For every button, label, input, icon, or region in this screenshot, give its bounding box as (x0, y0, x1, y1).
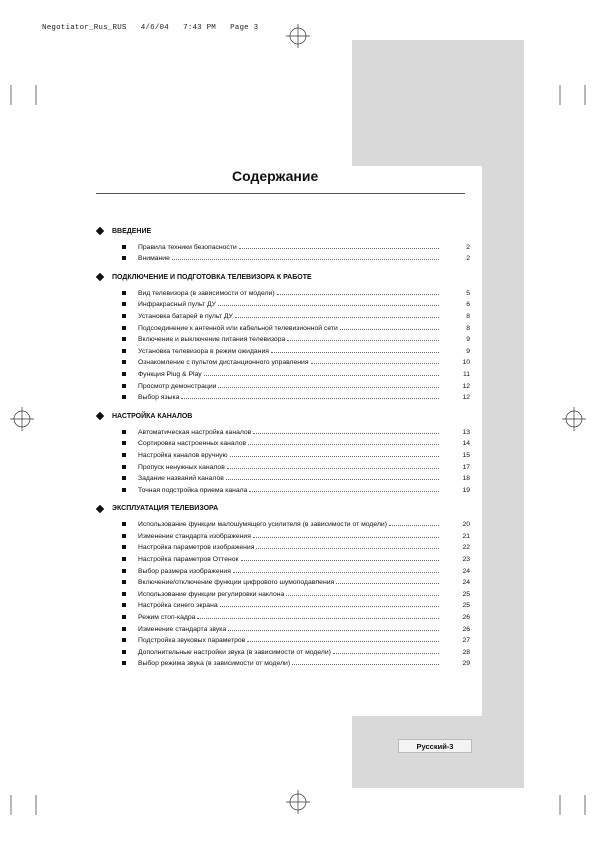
toc-entry-page: 14 (462, 440, 470, 448)
toc-entry-page: 8 (466, 312, 470, 320)
toc-entry (95, 251, 470, 263)
toc-entry-page: 26 (462, 614, 470, 622)
toc-entry-label: Включение/отключение функции цифрового шумоподавления (138, 579, 335, 587)
diamond-bullet-icon (96, 504, 104, 512)
toc-entry-page: 8 (466, 324, 470, 332)
toc-entry (95, 609, 470, 621)
toc-entry (95, 355, 470, 367)
toc-entry-label: Просмотр демонстрации (138, 382, 217, 390)
toc-entry-label: Выбор языка (138, 394, 180, 402)
toc-entry-page: 25 (462, 590, 470, 598)
toc-entry-label: Установка телевизора в режим ожидания (138, 347, 269, 355)
dot-leader (340, 329, 439, 330)
toc-entry (95, 575, 470, 587)
dot-leader (253, 537, 439, 538)
toc-entry-page: 25 (462, 602, 470, 610)
registration-mark-left (10, 407, 34, 431)
toc-entry-page: 26 (462, 625, 470, 633)
toc-entry-label: Правила техники безопасности (138, 243, 237, 251)
toc-entry-page: 24 (462, 579, 470, 587)
toc-entry (95, 586, 470, 598)
toc-entry (95, 528, 470, 540)
square-bullet-icon (122, 430, 126, 434)
toc-entry-page: 28 (462, 648, 470, 656)
toc-entry (95, 540, 470, 552)
toc-entry-page: 20 (462, 521, 470, 529)
toc-entry-label: Подстройка звуковых параметров (138, 637, 246, 645)
toc-entry-page: 5 (466, 289, 470, 297)
toc-entry-label: Изменение стандарта изображения (138, 532, 251, 540)
toc-entry (95, 551, 470, 563)
square-bullet-icon (122, 661, 126, 665)
registration-mark-top (286, 24, 310, 48)
square-bullet-icon (122, 360, 126, 364)
toc-entry-page: 6 (466, 301, 470, 309)
section-heading-text: ВВЕДЕНИЕ (112, 227, 152, 235)
toc-entry (95, 378, 470, 390)
toc-entry-page: 23 (462, 556, 470, 564)
square-bullet-icon (122, 534, 126, 538)
toc-entry-label: Выбор режима звука (в зависимости от модели) (138, 660, 291, 668)
toc-entry-page: 10 (462, 359, 470, 367)
dot-leader (230, 456, 439, 457)
toc-entry-page: 18 (462, 475, 470, 483)
square-bullet-icon (122, 291, 126, 295)
dot-leader (336, 583, 439, 584)
square-bullet-icon (122, 453, 126, 457)
toc-entry-label: Включение и выключение питания телевизора (138, 336, 286, 344)
section-heading (95, 225, 470, 237)
toc-entry (95, 366, 470, 378)
toc-entry-label: Ознакомление с пультом дистанционного управления (138, 359, 309, 367)
toc-entry (95, 424, 470, 436)
dot-leader (253, 433, 439, 434)
dot-leader (287, 340, 439, 341)
dot-leader (292, 664, 439, 665)
dot-leader (220, 606, 439, 607)
square-bullet-icon (122, 349, 126, 353)
toc-entry-label: Настройка параметров изображения (138, 544, 255, 552)
toc-entry-label: Использование функции малошумящего усилителя (в зависимости от модели) (138, 521, 387, 529)
toc-entry-page: 13 (462, 428, 470, 436)
toc-entry (95, 308, 470, 320)
slug-time: 7:43 PM (183, 24, 216, 32)
toc-entry (95, 471, 470, 483)
toc-entry-label: Настройка каналов вручную (138, 451, 228, 459)
square-bullet-icon (122, 372, 126, 376)
section-heading (95, 271, 470, 283)
square-bullet-icon (122, 557, 126, 561)
dot-leader (333, 653, 439, 654)
dot-leader (247, 641, 439, 642)
page-number-label: Русский-3 (398, 739, 472, 753)
dot-leader (218, 387, 439, 388)
diamond-bullet-icon (96, 227, 104, 235)
square-bullet-icon (122, 256, 126, 260)
square-bullet-icon (122, 314, 126, 318)
dot-leader (227, 468, 439, 469)
toc-entry-page: 29 (462, 660, 470, 668)
dot-leader (277, 294, 439, 295)
dot-leader (241, 560, 440, 561)
toc-entry (95, 239, 470, 251)
toc-entry-label: Вид телевизора (в зависимости от модели) (138, 289, 275, 297)
section-heading-text: НАСТРОЙКА КАНАЛОВ (112, 412, 193, 420)
toc-entry-page: 27 (462, 637, 470, 645)
toc-entry (95, 598, 470, 610)
toc-section (95, 410, 470, 494)
toc-entry-page: 12 (462, 382, 470, 390)
square-bullet-icon (122, 465, 126, 469)
square-bullet-icon (122, 627, 126, 631)
square-bullet-icon (122, 337, 126, 341)
section-heading-text: ПОДКЛЮЧЕНИЕ И ПОДГОТОВКА ТЕЛЕВИЗОРА К РАБОТЕ (112, 273, 312, 281)
toc-entry-page: 9 (466, 336, 470, 344)
toc-entry-label: Изменение стандарта звука (138, 625, 227, 633)
dot-leader (249, 491, 439, 492)
toc-entry (95, 644, 470, 656)
toc-section (95, 225, 470, 262)
toc-entry-label: Использование функции регулировки наклона (138, 590, 285, 598)
square-bullet-icon (122, 569, 126, 573)
dot-leader (235, 317, 439, 318)
dot-leader (256, 548, 439, 549)
toc-entry-label: Настройка параметров Оттенок (138, 556, 239, 564)
dot-leader (389, 525, 439, 526)
toc-entry (95, 621, 470, 633)
section-heading (95, 410, 470, 422)
slug-filename: Negotiator_Rus_RUS (42, 24, 127, 32)
diamond-bullet-icon (96, 273, 104, 281)
toc-entry-label: Внимание (138, 255, 170, 263)
square-bullet-icon (122, 476, 126, 480)
square-bullet-icon (122, 580, 126, 584)
toc-entry (95, 390, 470, 402)
toc-entry-label: Режим стоп-кадра (138, 614, 196, 622)
toc-entry (95, 459, 470, 471)
toc-entry-page: 11 (462, 370, 470, 378)
toc-section (95, 271, 470, 401)
dot-leader (233, 572, 439, 573)
toc-entry-label: Сортировка настроенных каналов (138, 440, 247, 448)
toc-entry (95, 320, 470, 332)
toc-entry-label: Подсоединение к антенной или кабельной телевизионной сети (138, 324, 338, 332)
toc-entry (95, 447, 470, 459)
toc-entry-label: Точная подстройка приема канала (138, 486, 248, 494)
dot-leader (226, 479, 439, 480)
toc-entry-label: Установка батарей в пульт ДУ (138, 312, 233, 320)
toc-entry-label: Задание названий каналов (138, 475, 224, 483)
dot-leader (271, 352, 439, 353)
toc-entry-label: Выбор размера изображения (138, 567, 231, 575)
toc-entry (95, 656, 470, 668)
toc-entry-page: 2 (466, 255, 470, 263)
toc-entry-page: 21 (462, 532, 470, 540)
toc-entry-label: Дополнительные настройки звука (в зависимости от модели) (138, 648, 331, 656)
toc-entry-page: 12 (462, 394, 470, 402)
registration-mark-bottom (286, 790, 310, 814)
toc-entry (95, 436, 470, 448)
toc-entry (95, 297, 470, 309)
toc-entry (95, 482, 470, 494)
square-bullet-icon (122, 302, 126, 306)
square-bullet-icon (122, 522, 126, 526)
dot-leader (204, 375, 439, 376)
square-bullet-icon (122, 441, 126, 445)
square-bullet-icon (122, 615, 126, 619)
dot-leader (181, 398, 439, 399)
square-bullet-icon (122, 326, 126, 330)
square-bullet-icon (122, 603, 126, 607)
toc-entry (95, 332, 470, 344)
section-heading-text: ЭКСПЛУАТАЦИЯ ТЕЛЕВИЗОРА (112, 505, 219, 513)
toc-entry-page: 15 (462, 451, 470, 459)
toc-entry-page: 2 (466, 243, 470, 251)
toc-section (95, 503, 470, 668)
toc-entry-page: 19 (462, 486, 470, 494)
toc-entry (95, 633, 470, 645)
dot-leader (228, 630, 439, 631)
toc-entry-label: Настройка синего экрана (138, 602, 218, 610)
slug-page: Page 3 (230, 24, 259, 32)
toc-entry-page: 9 (466, 347, 470, 355)
dot-leader (239, 248, 439, 249)
dot-leader (172, 259, 439, 260)
diamond-bullet-icon (96, 412, 104, 420)
title-underline (96, 193, 465, 194)
toc-entry (95, 285, 470, 297)
dot-leader (248, 444, 439, 445)
square-bullet-icon (122, 638, 126, 642)
square-bullet-icon (122, 384, 126, 388)
toc-entry-label: Автоматическая настройка каналов (138, 428, 252, 436)
slug-date: 4/6/04 (140, 24, 169, 32)
square-bullet-icon (122, 488, 126, 492)
toc-entry (95, 517, 470, 529)
toc-entry-page: 22 (462, 544, 470, 552)
square-bullet-icon (122, 545, 126, 549)
square-bullet-icon (122, 650, 126, 654)
registration-mark-right (562, 407, 586, 431)
square-bullet-icon (122, 592, 126, 596)
toc-entry-page: 17 (462, 463, 470, 471)
dot-leader (311, 363, 439, 364)
table-of-contents (95, 225, 470, 676)
square-bullet-icon (122, 395, 126, 399)
dot-leader (286, 595, 439, 596)
toc-entry-label: Функция Plug & Play (138, 370, 202, 378)
toc-entry-label: Инфракрасный пульт ДУ (138, 301, 216, 309)
dot-leader (197, 618, 439, 619)
toc-entry (95, 563, 470, 575)
toc-entry-page: 24 (462, 567, 470, 575)
square-bullet-icon (122, 245, 126, 249)
section-heading (95, 503, 470, 515)
page-title: Содержание (232, 168, 319, 184)
dot-leader (218, 305, 439, 306)
toc-entry (95, 343, 470, 355)
toc-entry-label: Пропуск ненужных каналов (138, 463, 225, 471)
